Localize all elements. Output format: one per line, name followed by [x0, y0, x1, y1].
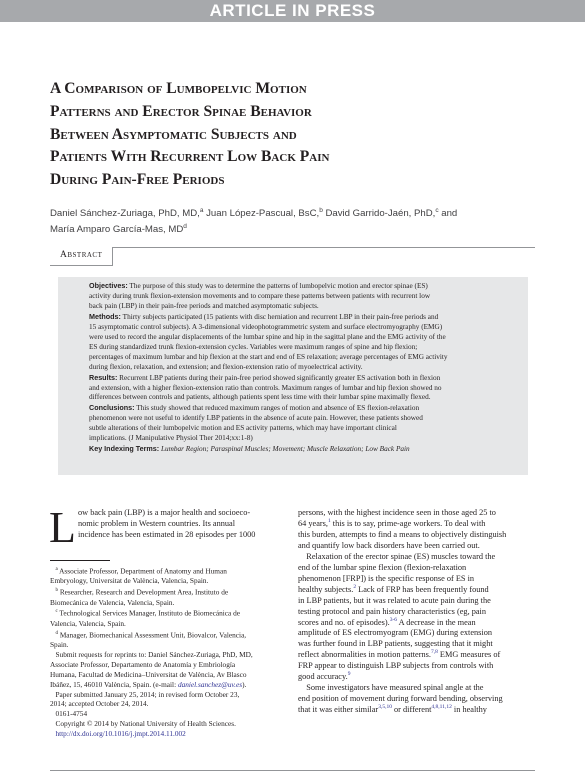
intro-paragraph-start	[78, 508, 280, 541]
body-line: nomic problem in Western countries. Its annual	[78, 518, 236, 528]
body-line: phenomenon [FRP]) is the specific response of ES in	[298, 573, 475, 583]
abstract-line: This study showed that reduced maximum ranges of motion and absence of ES flexion-relaxation	[134, 404, 420, 413]
body-line: 64 years,	[298, 518, 328, 528]
title-line: Between Asymptomatic Subjects and	[50, 125, 297, 143]
abstract-line: 15 asymptomatic control subjects). A 3-dimensional videophotogrammetric system and surface electromyography (EMG)	[89, 322, 443, 331]
body-line: Lack of FRP has been frequently found	[356, 584, 489, 594]
footnote-line: Researcher, Research and Development Area, Instituto de	[59, 587, 229, 597]
citation-link[interactable]: 3-6	[389, 616, 398, 623]
body-line: scores and no. of episodes).	[298, 617, 390, 627]
abstract-line: back pain (LBP) in their pain-free periods and matched asymptomatic subjects.	[89, 301, 319, 310]
footnote-line: Paper submitted January 25, 2014; in revised form October 23,	[55, 689, 240, 699]
footnote-line: Associate Professor, Departamento de Anatomía y Embriología	[50, 659, 236, 669]
author-name: Daniel Sánchez-Zuriaga, PhD, MD,	[50, 208, 200, 220]
footnote-marker: d	[55, 630, 58, 636]
author-list	[50, 204, 530, 236]
abstract-line: implications. (J Manipulative Physiol Ther 2014;xx:1-8)	[89, 434, 253, 443]
body-line: in healthy	[451, 705, 487, 715]
keywords-label: Key Indexing Terms:	[89, 444, 160, 454]
body-line: good accuracy.	[298, 672, 348, 682]
abstract-body	[89, 281, 514, 455]
email-link[interactable]: daniel.sanchez@uv.es	[177, 679, 243, 689]
body-line: end of the lumbar spine flexion (flexion-relaxation	[298, 562, 467, 572]
footnote-line: Humana, Facultad de Medicina–Universitat de València, Av Blasco	[50, 669, 247, 679]
citation-link[interactable]: 2	[353, 583, 357, 590]
abstract-section-label: Objectives:	[89, 281, 128, 290]
abstract-divider	[50, 247, 535, 248]
author-conjunction: and	[438, 208, 458, 220]
body-line: incidence has been estimated in 28 episodes per 1000	[78, 529, 256, 539]
body-line: Some investigators have measured spinal angle at the	[306, 683, 484, 693]
author-name: David Garrido-Jaén, PhD,	[322, 208, 436, 220]
footnote-marker: c	[55, 609, 58, 615]
affiliation-marker: d	[183, 223, 187, 231]
affiliation-marker: b	[319, 207, 323, 214]
footnote-line: ).	[242, 679, 247, 689]
citation-link[interactable]: 1	[327, 518, 331, 525]
body-line: this burden, attempts to find a means to objectively distinguish	[298, 529, 507, 539]
footnote-line: Manager, Biomechanical Assessment Unit, Biovalcor, Valencia,	[59, 630, 247, 640]
title-line: Patients With Recurrent Low Back Pain	[50, 148, 330, 166]
title-line: Patterns and Erector Spinae Behavior	[50, 102, 312, 120]
body-line: FRP appear to distinguish LBP subjects from controls with	[298, 661, 494, 671]
footnote-line: Submit requests for reprints to: Daniel Sánchez-Zuriaga, PhD, MD,	[55, 649, 253, 659]
body-line: in LBP patients, but it was related to acute pain during the	[298, 595, 491, 605]
abstract-section-label: Conclusions:	[89, 403, 135, 413]
footnote-line: Valencia, Valencia, Spain.	[50, 618, 126, 628]
abstract-line: differences between controls and patients, although patients spent less time with their lumbar spine maximally flexed.	[89, 393, 431, 402]
body-line: reflect abnormalities in motion patterns.	[298, 650, 431, 660]
body-line: end position of movement during forward bending, observing	[298, 694, 503, 704]
body-line: this is to say, prime-age workers. To deal with	[330, 518, 486, 528]
footnote-line: Embryology, Universitat de València, Valencia, Spain.	[50, 576, 209, 586]
keywords: Lumbar Region; Paraspinal Muscles; Movement; Muscle Relaxation; Low Back Pain	[159, 445, 410, 454]
abstract-line: Recurrent LBP patients during their pain-free period showed significantly greater ES activation both in flexion	[117, 373, 441, 382]
abstract-section-label: Methods:	[89, 311, 121, 321]
abstract-heading: Abstract	[60, 250, 103, 260]
footnote-line: Associate Professor, Department of Anatomy and Human	[59, 566, 227, 576]
author-name: María Amparo García-Mas, MD	[50, 224, 184, 236]
title-line: A Comparison of Lumbopelvic Motion	[50, 80, 307, 97]
body-line: was further found in LBP patients, suggesting that it might	[298, 639, 493, 649]
body-line: A decrease in the mean	[397, 617, 476, 627]
citation-link[interactable]: 9	[347, 671, 351, 678]
right-column-text	[298, 508, 534, 716]
body-line: EMG measures of	[437, 650, 501, 660]
body-line: testing protocol and pain history characteristics (eg, pain	[298, 606, 487, 616]
body-line: that it was either similar	[298, 705, 379, 715]
citation-link[interactable]: 7,8	[430, 649, 438, 656]
abstract-line: during flexion, relaxation, and extension; and flexion-extension ratio of myoelectrical activity.	[89, 362, 363, 371]
footnote-line: Technological Services Manager, Instituto de Biomecánica de	[59, 608, 240, 618]
body-line: ow back pain (LBP) is a major health and socioeco-	[78, 508, 251, 517]
body-line: amplitude of ES electromyogram (EMG) during extension	[298, 628, 493, 638]
affiliation-marker: a	[199, 207, 204, 214]
body-line: healthy subjects.	[298, 584, 354, 594]
abstract-line: Thirty subjects participated (15 patients with disc herniation and recurrent LBP in their pain-free periods and	[120, 312, 439, 321]
article-title	[50, 78, 530, 192]
body-line: or different	[391, 705, 432, 715]
footnote-marker: b	[55, 588, 58, 594]
title-line: During Pain-Free Periods	[50, 171, 225, 189]
abstract-line: ES during standardized trunk flexion-extension cycles. Variables were maximum ranges of spine and hip flexion;	[89, 342, 418, 351]
body-line: Relaxation of the erector spinae (ES) muscles toward the	[306, 551, 496, 561]
footnote-line: Spain.	[50, 640, 69, 650]
footnote-divider	[50, 560, 110, 561]
abstract-line: The purpose of this study was to determine the patterns of lumbopelvic motion and erector spinae (ES)	[127, 282, 428, 290]
banner-text: ARTICLE IN PRESS	[209, 1, 376, 20]
copyright: Copyright © 2014 by National University of Health Sciences.	[55, 719, 236, 729]
footnotes	[50, 565, 282, 739]
abstract-line: subtle alterations of their lumbopelvic motion and ES activity patterns, which may have important clinical	[89, 424, 397, 433]
body-line: and quantify low back disorders have been carried out.	[298, 540, 480, 550]
abstract-section-label: Results:	[89, 372, 118, 382]
affiliation-marker: c	[435, 207, 439, 214]
issn: 0161-4754	[55, 709, 88, 719]
doi-link[interactable]: http://dx.doi.org/10.1016/j.jmpt.2014.11.002	[55, 729, 186, 739]
body-line: persons, with the highest incidence seen in those aged 25 to	[298, 508, 496, 517]
citation-link[interactable]: 4,8,11,12	[431, 704, 452, 711]
drop-cap: L	[49, 503, 76, 552]
abstract-line: activity during trunk flexion-extension movements and to compare these patterns between patients with recurrent low	[89, 291, 431, 300]
abstract-line: percentages of maximum lumbar and hip flexion at the start and end of ES relaxation; average percentages of EMG activity	[89, 352, 448, 361]
footnote-marker: a	[55, 567, 58, 572]
footnote-line: Biomecánica de Valencia, Valencia, Spain.	[50, 597, 175, 607]
footnote-line: 2014; accepted October 24, 2014.	[50, 699, 149, 709]
page-bottom-divider	[50, 770, 535, 771]
abstract-line: were used to record the angular displacements of the lumbar spine and hip in the sagittal plane and the EMG activity of the	[89, 332, 446, 341]
abstract-line: and extension, with a higher flexion-extension ratio than controls. Maximum ranges of lumbar and hip flexion showed no	[89, 383, 442, 392]
abstract-line: phenomenon were not useful to identify LBP patients in the absence of acute pain. However, these patients showed	[89, 414, 423, 423]
footnote-line: Ibáñez, 15, 46010 València, Spain. (e-mail:	[50, 679, 178, 689]
citation-link[interactable]: 3,5,10	[378, 704, 392, 711]
author-name: Juan López-Pascual, BsC,	[203, 208, 320, 220]
